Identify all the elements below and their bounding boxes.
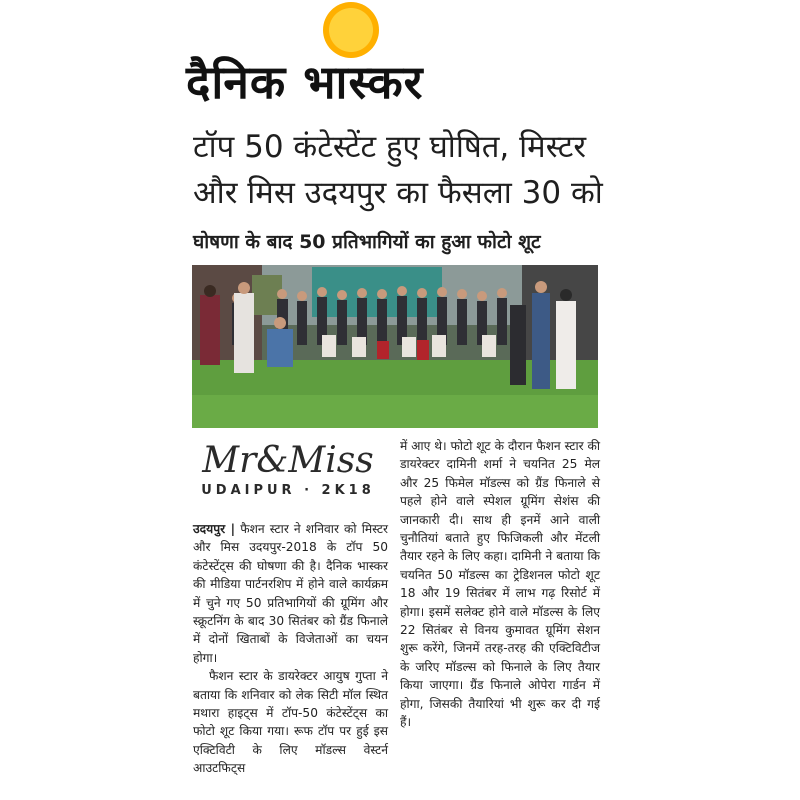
article-subhead: घोषणा के बाद 50 प्रतिभागियों का हुआ फोटो शूट [193,231,541,253]
article-headline: टॉप 50 कंटेस्टेंट हुए घोषित, मिस्टर और मिस उदयपुर का फैसला 30 को [193,129,603,211]
paragraph-3: में आए थे। फोटो शूट के दौरान फैशन स्टार की डायरेक्टर दामिनी शर्मा ने चयनित 25 मेल और 25 फिमेल मॉडल्स को ग्रैंड फिनाले से पहले होने वाले स्पेशल ग्रूमिंग सेशंस की जानकारी दी। साथ ही इनमें आने वाली चुनौतियां बताते हुए फिजिकली और मेंटली तैयार रहने के लिए कहा। दामिनी ने बताया कि चयनित 50 मॉडल्स का ट्रेडिशनल फोटो शूट 18 और 19 सितंबर में लाभ गढ़ रिसोर्ट में होगा। इसमें सलेक्ट होने वाले मॉडल्स के लिए 22 सितंबर से विनय कुमावत ग्रूमिंग सेशन शुरू करेंगे, जिनमें तरह-तरह की एक्टिविटीज के जरिए मॉडल्स को फिनाले के लिए तैयार किया जाएगा। ग्रैंड फिनाले ओपेरा गार्डन में होगा, जिसकी तैयारियां भी शुरू कर दी गई हैं। [400,439,600,730]
logo-subtitle: UDAIPUR · 2K18 [201,483,375,498]
group-photo [192,265,598,428]
mr-miss-logo [192,437,384,507]
article-column-1 [193,520,388,778]
paragraph-2: फैशन स्टार के डायरेक्टर आयुष गुप्ता ने बताया कि शनिवार को लेक सिटी मॉल स्थित मथारा हाइट्स में टॉप-50 कंटेस्टेंट्स का फोटो शूट किया गया। रूफ टॉप पर हुई इस एक्टिविटी के लिए मॉडल्स वेस्टर्न आउटफिट्स [193,669,388,776]
paragraph-1 [193,520,388,667]
logo-title: Mr&Miss [202,440,374,481]
paragraph-1-text: फैशन स्टार ने शनिवार को मिस्टर और मिस उदयपुर-2018 के टॉप 50 कंटेस्टेंट्स की घोषणा की है। दैनिक भास्कर की मीडिया पार्टनरशिप में होने वाले कार्यक्रम में चुने गए 50 प्रतिभागियों की ग्रूमिंग और स्क्रूटनिंग के बाद 30 सितंबर को ग्रैंड फिनाले में दोनों खिताबों के विजेताओं का चयन होगा। [193,522,389,665]
newspaper-masthead: दैनिक भास्कर [186,55,424,109]
article-column-2 [400,437,600,732]
sun-logo-icon [323,2,379,58]
dateline: उदयपुर | [193,522,236,536]
